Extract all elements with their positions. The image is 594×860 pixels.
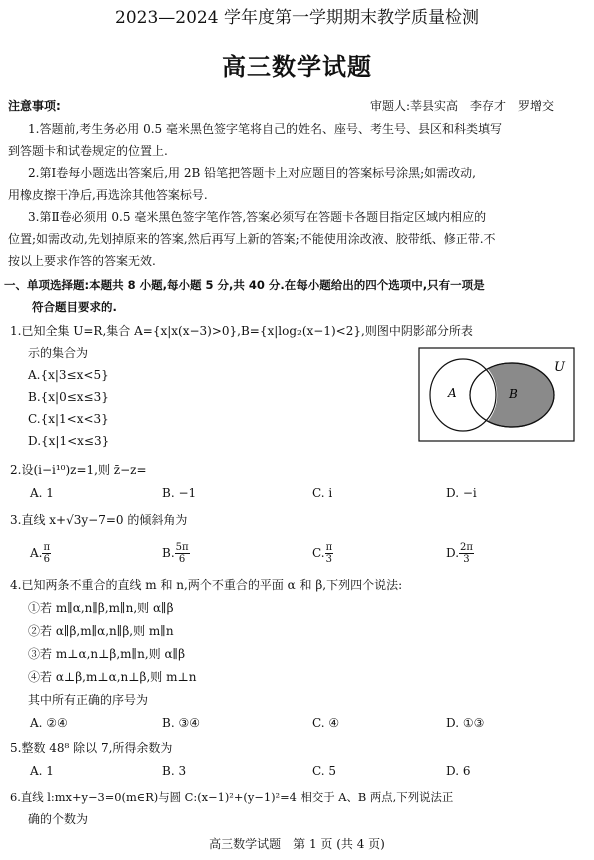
notice-item3-line1: 3.第Ⅱ卷必须用 0.5 毫米黑色签字笔作答,答案必须写在答题卡各题目指定区域内相应的 xyxy=(28,210,487,224)
section1-heading-line1: 一、单项选择题:本题共 8 小题,每小题 5 分,共 40 分.在每小题给出的四个选项中,只有一项是 xyxy=(4,278,485,292)
q1-option-d: D.{x|1<x≤3} xyxy=(28,434,110,448)
q6-stem-line2: 确的个数为 xyxy=(28,812,89,826)
q2-option-a: A. 1 xyxy=(30,486,54,500)
section1-heading-line2: 符合题目要求的. xyxy=(32,300,117,314)
notice-item2-line1: 2.第Ⅰ卷每小题选出答案后,用 2B 铅笔把答题卡上对应题目的答案标号涂黑;如需改动, xyxy=(28,166,476,180)
q5-stem: 5.整数 48⁸ 除以 7,所得余数为 xyxy=(10,741,173,755)
page-footer: 高三数学试题 第 1 页 (共 4 页) xyxy=(209,837,385,851)
q4-stem: 4.已知两条不重合的直线 m 和 n,两个不重合的平面 α 和 β,下列四个说法: xyxy=(10,578,403,592)
q5-option-c: C. 5 xyxy=(312,764,337,778)
notice-item3-line3: 按以上要求作答的答案无效. xyxy=(8,254,156,268)
q4-statement-2: ②若 α∥β,m∥α,n∥β,则 m∥n xyxy=(28,624,174,638)
venn-label-b: B xyxy=(509,387,518,401)
venn-label-a: A xyxy=(448,386,457,400)
q3-option-b: B. $\frac{5\pi}{6}$ xyxy=(162,542,189,565)
q3-option-c: C. $\frac{\pi}{3}$ xyxy=(312,542,333,565)
q1-option-a: A.{x|3≤x<5} xyxy=(28,368,109,382)
q4-option-d: D. ①③ xyxy=(446,716,485,730)
notice-item2-line2: 用橡皮擦干净后,再选涂其他答案标号. xyxy=(8,188,208,202)
q3-option-d: D. $\frac{2\pi}{3}$ xyxy=(446,542,473,565)
notice-item3-line2: 位置;如需改动,先划掉原来的答案,然后再写上新的答案;不能使用涂改液、胶带纸、修正带.不 xyxy=(8,232,496,246)
notice-item1-line1: 1.答题前,考生务必用 0.5 毫米黑色签字笔将自己的姓名、座号、考生号、县区和科类填写 xyxy=(28,122,502,136)
q1-stem-line1: 1.已知全集 U=R,集合 A={x|x(x−3)>0},B={x|log₂(x−1)<2},则图中阴影部分所表 xyxy=(10,324,473,338)
q5-option-a: A. 1 xyxy=(30,764,54,778)
venn-diagram xyxy=(418,347,576,443)
q5-option-d: D. 6 xyxy=(446,764,471,778)
q4-option-c: C. ④ xyxy=(312,716,340,730)
reviewers-line: 审题人:莘县实高 李存才 罗增交 xyxy=(370,99,555,113)
q2-option-d: D. −i xyxy=(446,486,477,500)
q3-stem: 3.直线 x+√3y−7=0 的倾斜角为 xyxy=(10,513,188,527)
venn-label-u: U xyxy=(554,360,565,375)
q4-option-a: A. ②④ xyxy=(30,716,68,730)
notice-item1-line2: 到答题卡和试卷规定的位置上. xyxy=(8,144,168,158)
q1-stem-line2: 示的集合为 xyxy=(28,346,89,360)
q6-stem-line1: 6.直线 l:mx+y−3=0(m∈R)与圆 C:(x−1)²+(y−1)²=4 相交于 A、B 两点,下列说法正 xyxy=(10,790,454,804)
notice-label: 注意事项: xyxy=(8,99,61,113)
q4-statement-1: ①若 m∥α,n∥β,m∥n,则 α∥β xyxy=(28,601,174,615)
q4-statement-4: ④若 α⊥β,m⊥α,n⊥β,则 m⊥n xyxy=(28,670,197,684)
q1-option-b: B.{x|0≤x≤3} xyxy=(28,390,109,404)
exam-year-line: 2023—2024 学年度第一学期期末教学质量检测 xyxy=(115,8,479,28)
q4-option-b: B. ③④ xyxy=(162,716,200,730)
q4-question: 其中所有正确的序号为 xyxy=(28,693,149,707)
q5-option-b: B. 3 xyxy=(162,764,187,778)
page-title: 高三数学试题 xyxy=(222,53,372,81)
q4-statement-3: ③若 m⊥α,n⊥β,m∥n,则 α∥β xyxy=(28,647,186,661)
q2-option-b: B. −1 xyxy=(162,486,197,500)
q2-option-c: C. i xyxy=(312,486,333,500)
q1-option-c: C.{x|1<x<3} xyxy=(28,412,109,426)
q2-stem: 2.设(i−i¹⁰)z=1,则 z̄−z= xyxy=(10,463,147,477)
q3-option-a: A. $\frac{\pi}{6}$ xyxy=(30,542,51,565)
